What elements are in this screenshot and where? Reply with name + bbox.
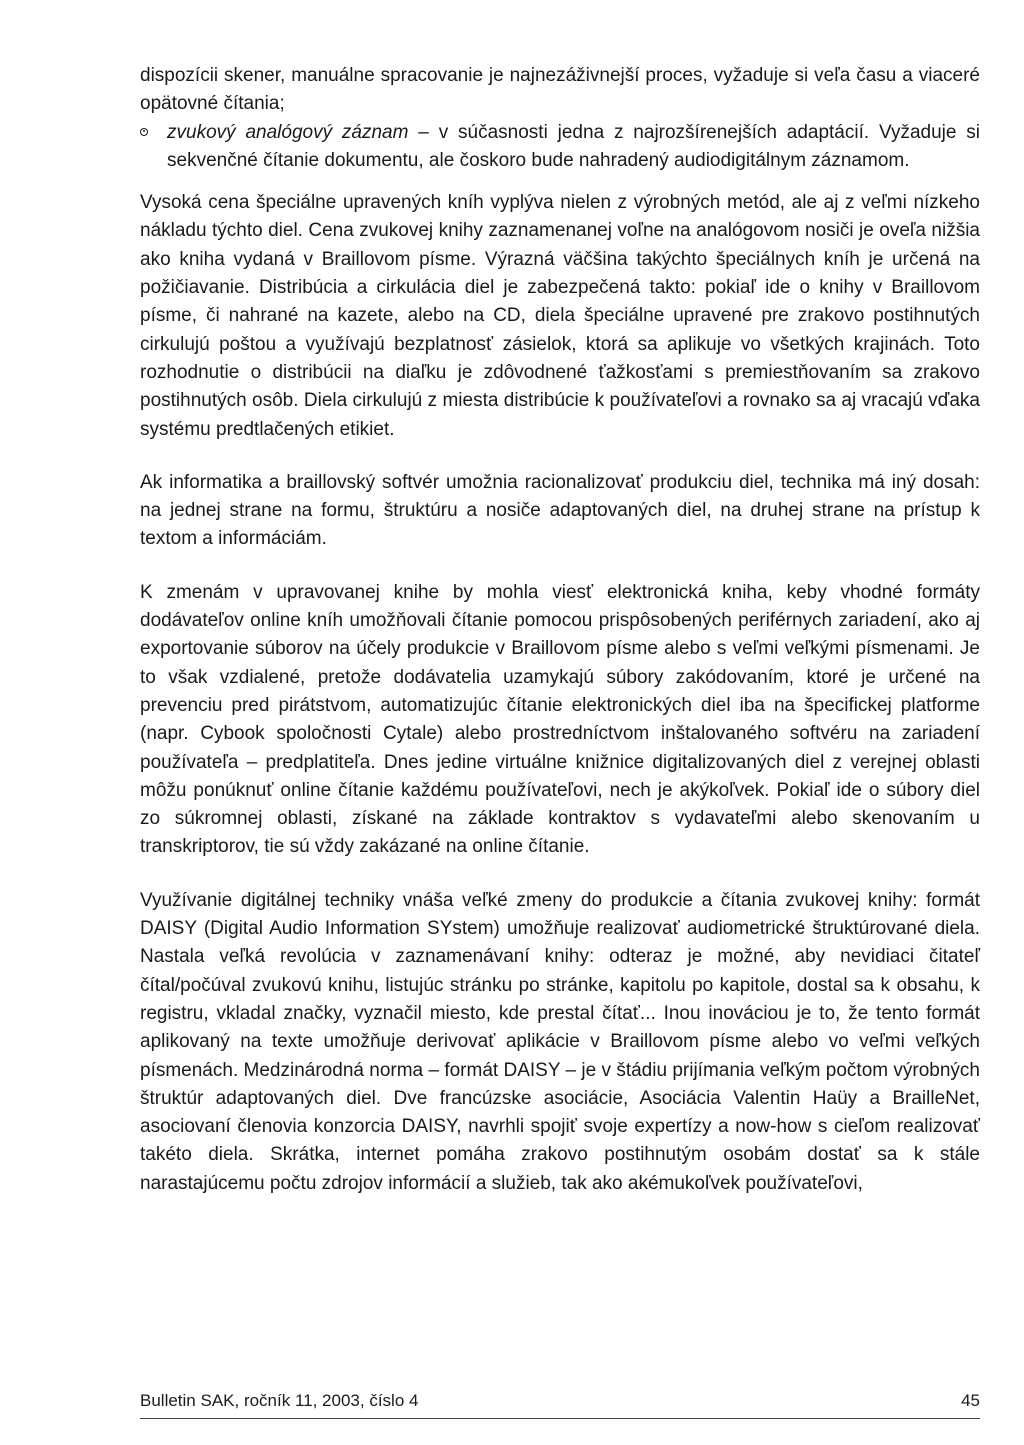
paragraph-ebook: K zmenám v upravovanej knihe by mohla viesť elektronická kniha, keby vhodné formáty dodávateľov online kníh umožňovali čítanie pomocou prispôsobených periférnych zariadení, ako aj exportovanie súborov na účely produkcie v Braillovom písme alebo s veľmi veľkými písmenami. Je to však vzdialené, pretože dodávatelia uzamykajú súbory zakódovaním, ktoré je určené na prevenciu pred pirátstvom, automatizujúc čítanie elektronických diel iba na špecifickej platforme (napr. Cybook spoločnosti Cytale) alebo prostredníctvom inštalovaného softvéru na zariadení používateľa – predplatiteľa. Dnes jedine virtuálne knižnice digitalizovaných diel z verejnej oblasti môžu ponúknuť online čítanie každému používateľovi, nech je akýkoľvek. Pokiaľ ide o súbory diel zo súkromnej oblasti, získané na základe kontraktov s vydavateľmi alebo skenovaním u transkriptorov, tie sú vždy zakázané na online čítanie. xyxy=(140,581,980,858)
bullet-item xyxy=(140,119,980,176)
continuation-paragraph: dispozícii skener, manuálne spracovanie je najnezáživnejší proces, vyžaduje si veľa času a viaceré opätovné čítania; xyxy=(140,65,980,115)
bullet-text xyxy=(167,119,980,176)
bullet-lead: zvukový analógový záznam xyxy=(167,121,409,143)
page-body xyxy=(140,62,980,1223)
paragraph-cost: Vysoká cena špeciálne upravených kníh vyplýva nielen z výrobných metód, ale aj z veľmi nízkeho nákladu týchto diel. Cena zvukovej knihy zaznamenanej voľne na analógovom nosiči je oveľa nižšia ako kniha vydaná v Braillovom písme. Výrazná väčšina takýchto špeciálnych kníh je určená na požičiavanie. Distribúcia a cirkulácia diel je zabezpečená takto: pokiaľ ide o knihy v Braillovom písme, či nahrané na kazete, alebo na CD, diela špeciálne upravené pre zrakovo postihnutých cirkulujú poštou a využívajú bezplatnosť zásielok, ktorá sa aplikuje vo všetkých krajinách. Toto rozhodnutie o distribúcii na diaľku je zdôvodnené ťažkosťami s premiestňovaním sa zrakovo postihnutých osôb. Diela cirkulujú z miesta distribúcie k používateľovi a rovnako sa aj vracajú vďaka systému predtlačených etikiet. xyxy=(140,192,980,440)
footer-rule xyxy=(140,1418,980,1419)
paragraph-daisy: Využívanie digitálnej techniky vnáša veľké zmeny do produkcie a čítania zvukovej knihy: formát DAISY (Digital Audio Information SYstem) umožňuje realizovať audiometrické štruktúrované diela. Nastala veľká revolúcia v zaznamenávaní knihy: odteraz je možné, aby nevidiaci čitateľ čítal/počúval zvukovú knihu, listujúc stránku po stránke, kapitolu po kapitole, dostal sa k obsahu, k registru, vkladal značky, vyznačil miesto, kde prestal čítať... Inou inováciou je to, že tento formát aplikovaný na texte umožňuje derivovať aplikácie v Braillovom písme alebo vo veľmi veľkých písmenách. Medzinárodná norma – formát DAISY – je v štádiu prijímania veľkým počtom výrobných štruktúr adaptovaných diel. Dve francúzske asociácie, Asociácia Valentin Haüy a BrailleNet, asociovaní členovia konzorcia DAISY, navrhli spojiť svoje expertízy a now-how s cieľom realizovať takéto diela. Skrátka, internet pomáha zrakovo postihnutým osobám dostať sa k stále narastajúcemu počtu zdrojov informácií a služieb, tak ako akémukoľvek používateľovi, xyxy=(140,889,980,1194)
bullet-body: – v súčasnosti jedna z najrozšírenejších adaptácií. Vyžaduje si sekvenčné čítanie dokumentu, ale čoskoro bude nahradený audiodigitálnym záznamom. xyxy=(167,121,981,171)
page-number: 45 xyxy=(961,1391,980,1410)
footer-publication: Bulletin SAK, ročník 11, 2003, číslo 4 xyxy=(140,1391,419,1410)
paragraph-informatics: Ak informatika a braillovský softvér umožnia racionalizovať produkciu diel, technika má iný dosah: na jednej strane na formu, štruktúru a nosiče adaptovaných diel, na druhej strane na prístup k textom a informáciám. xyxy=(140,471,980,550)
bullet-icon xyxy=(140,128,148,136)
